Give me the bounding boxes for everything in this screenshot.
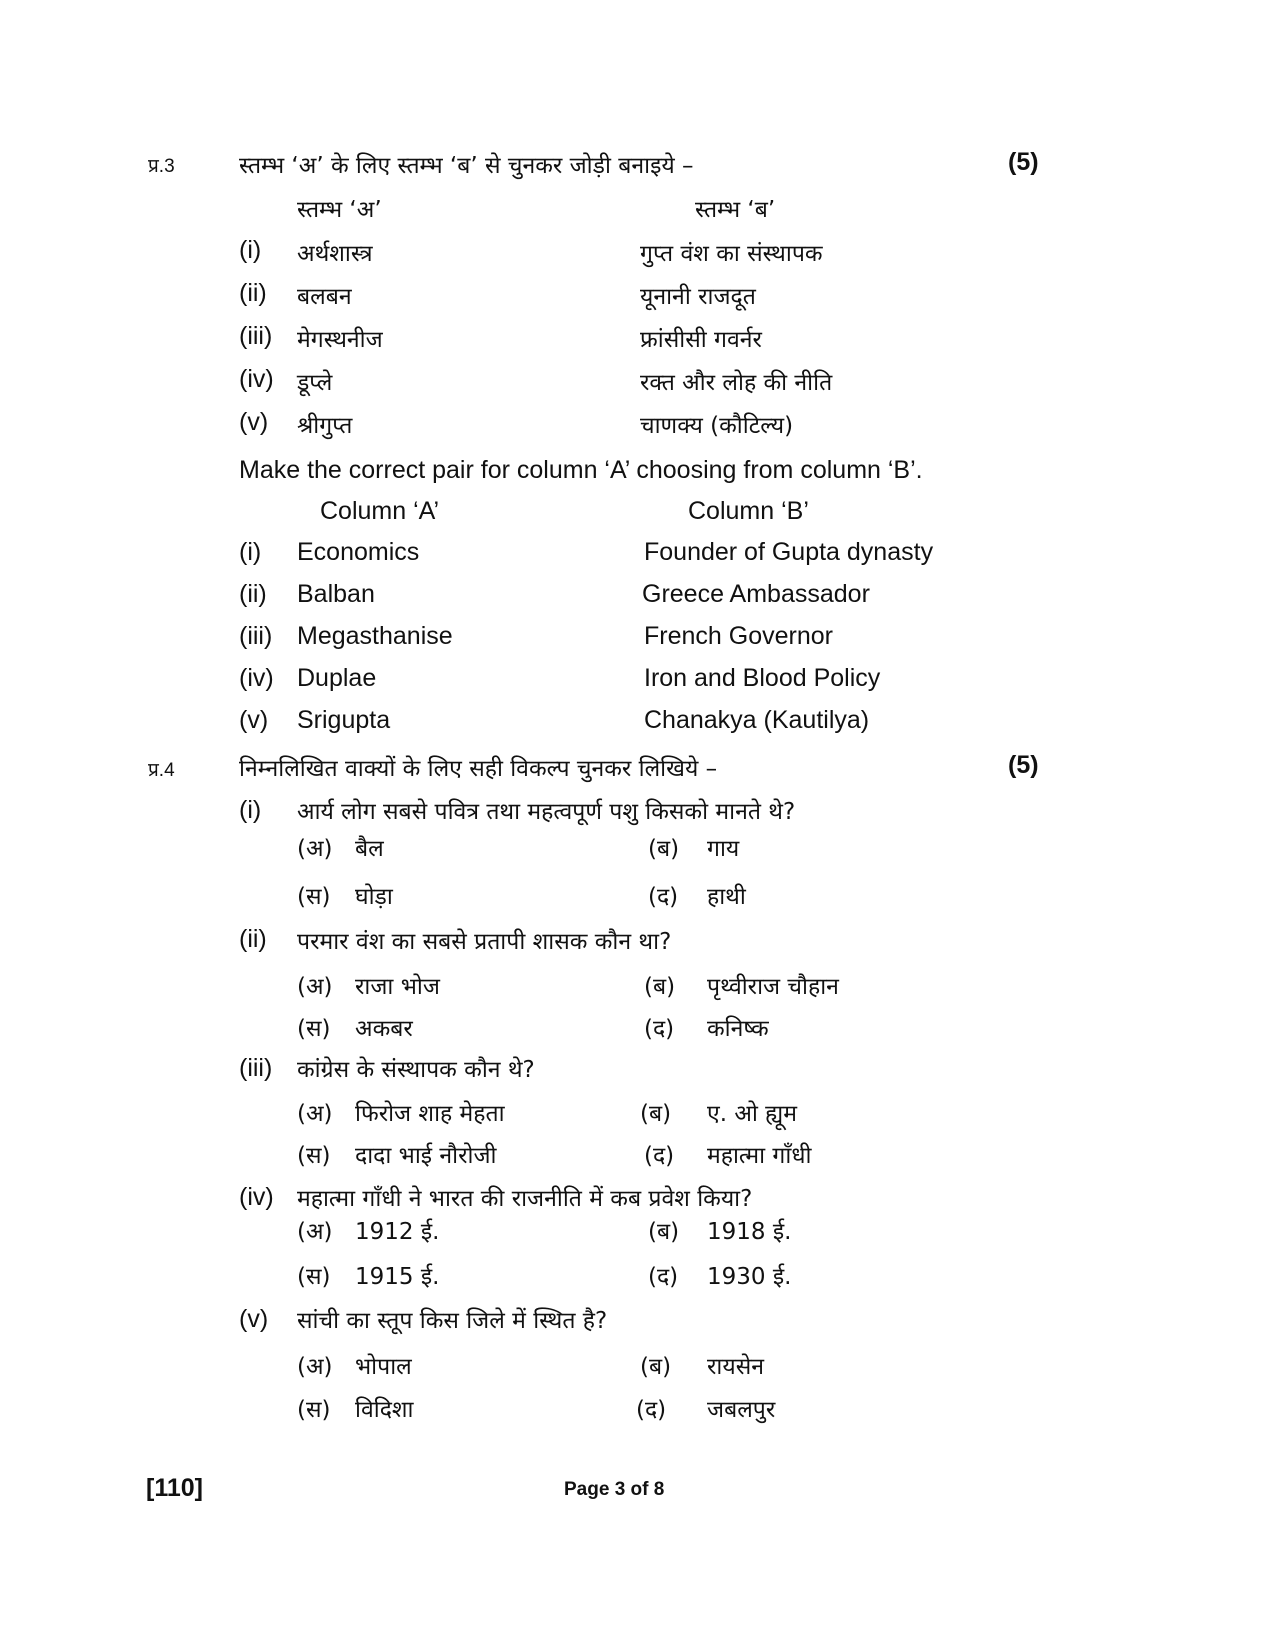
q3-column-b-heading-hindi: स्तम्भ ‘ब’	[695, 197, 776, 223]
pair-number: (ii)	[239, 279, 267, 307]
pair-number: (v)	[239, 706, 269, 734]
q3-instruction-hindi: स्तम्भ ‘अ’ के लिए स्तम्भ ‘ब’ से चुनकर जोड़ी बनाइये –	[239, 153, 694, 179]
q4-marks: (5)	[1008, 751, 1039, 779]
option-key: (ब)	[644, 974, 676, 1000]
option-value: कनिष्क	[707, 1016, 769, 1042]
pair-column-a: Balban	[297, 580, 375, 608]
q3-number: प्र.3	[148, 156, 175, 177]
option-value: घोड़ा	[355, 884, 393, 910]
option-key: (ब)	[640, 1354, 672, 1380]
option-value: दादा भाई नौरोजी	[355, 1143, 497, 1169]
pair-column-b: Founder of Gupta dynasty	[644, 538, 934, 566]
q4-instruction-hindi: निम्नलिखित वाक्यों के लिए सही विकल्प चुनकर लिखिये –	[239, 756, 718, 782]
option-key: (स)	[297, 884, 331, 910]
pair-column-b: Iron and Blood Policy	[644, 664, 881, 692]
pair-column-b: रक्त और लोह की नीति	[640, 370, 833, 396]
option-key: (स)	[297, 1143, 331, 1169]
option-key: (द)	[644, 1143, 675, 1169]
pair-column-b: Chanakya (Kautilya)	[644, 706, 870, 734]
option-value: जबलपुर	[707, 1397, 776, 1423]
pair-number: (i)	[239, 538, 262, 566]
option-value: बैल	[355, 836, 384, 862]
pair-column-b: यूनानी राजदूत	[640, 284, 756, 310]
option-value: हाथी	[707, 884, 746, 910]
pair-number: (ii)	[239, 580, 267, 608]
question-text: महात्मा गाँधी ने भारत की राजनीति में कब प्रवेश किया?	[297, 1186, 753, 1212]
option-key: (अ)	[297, 836, 333, 862]
question-text: आर्य लोग सबसे पवित्र तथा महत्वपूर्ण पशु किसको मानते थे?	[297, 799, 796, 825]
pair-number: (iii)	[239, 622, 273, 650]
option-key: (द)	[636, 1397, 667, 1423]
option-key: (ब)	[648, 1219, 680, 1245]
pair-column-a: डूप्ले	[297, 370, 333, 396]
pair-column-a: Srigupta	[297, 706, 391, 734]
option-value: 1930 ई.	[707, 1264, 792, 1290]
question-number: (iii)	[239, 1054, 273, 1082]
pair-column-b: Greece Ambassador	[642, 580, 870, 608]
question-text: परमार वंश का सबसे प्रतापी शासक कौन था?	[297, 929, 672, 955]
option-value: महात्मा गाँधी	[707, 1143, 812, 1169]
q4-number: प्र.4	[148, 760, 175, 781]
option-value: फिरोज शाह मेहता	[355, 1101, 505, 1127]
pair-column-a: Duplae	[297, 664, 377, 692]
option-value: विदिशा	[355, 1397, 414, 1423]
pair-number: (iv)	[239, 664, 274, 692]
option-key: (अ)	[297, 974, 333, 1000]
q3-column-b-heading-english: Column ‘B’	[688, 497, 809, 525]
option-value: पृथ्वीराज चौहान	[707, 974, 839, 1000]
option-value: 1915 ई.	[355, 1264, 440, 1290]
option-key: (द)	[644, 1016, 675, 1042]
option-value: अकबर	[355, 1016, 413, 1042]
option-key: (स)	[297, 1016, 331, 1042]
option-value: गाय	[707, 836, 740, 862]
pair-column-a: मेगस्थनीज	[297, 327, 383, 353]
pair-column-a: श्रीगुप्त	[297, 413, 353, 439]
question-text: सांची का स्तूप किस जिले में स्थित है?	[297, 1308, 608, 1334]
option-key: (द)	[648, 884, 679, 910]
pair-column-a: Economics	[297, 538, 420, 566]
q3-marks: (5)	[1008, 148, 1039, 176]
pair-column-a: बलबन	[297, 284, 352, 310]
question-number: (ii)	[239, 925, 267, 953]
q3-instruction-english: Make the correct pair for column ‘A’ choosing from column ‘B’.	[239, 456, 923, 484]
option-key: (ब)	[640, 1101, 672, 1127]
q3-column-a-heading-english: Column ‘A’	[320, 497, 440, 525]
pair-column-b: गुप्त वंश का संस्थापक	[640, 241, 823, 267]
paper-code: [110]	[146, 1474, 203, 1502]
pair-number: (iv)	[239, 365, 274, 393]
option-value: राजा भोज	[355, 974, 440, 1000]
option-key: (अ)	[297, 1354, 333, 1380]
question-number: (v)	[239, 1305, 269, 1333]
pair-column-a: अर्थशास्त्र	[297, 241, 373, 267]
pair-column-b: फ्रांसीसी गवर्नर	[640, 327, 762, 353]
option-value: रायसेन	[707, 1354, 765, 1380]
page-number: Page 3 of 8	[564, 1479, 665, 1500]
pair-number: (i)	[239, 236, 262, 264]
pair-column-b: French Governor	[644, 622, 833, 650]
option-key: (स)	[297, 1264, 331, 1290]
pair-column-a: Megasthanise	[297, 622, 453, 650]
option-key: (ब)	[648, 836, 680, 862]
question-number: (i)	[239, 796, 262, 824]
option-key: (स)	[297, 1397, 331, 1423]
pair-column-b: चाणक्य (कौटिल्य)	[640, 413, 794, 439]
option-key: (द)	[648, 1264, 679, 1290]
question-text: कांग्रेस के संस्थापक कौन थे?	[297, 1057, 535, 1083]
option-value: 1918 ई.	[707, 1219, 792, 1245]
option-key: (अ)	[297, 1101, 333, 1127]
pair-number: (v)	[239, 408, 269, 436]
pair-number: (iii)	[239, 322, 273, 350]
option-value: भोपाल	[355, 1354, 412, 1380]
option-value: ए. ओ ह्यूम	[707, 1101, 798, 1127]
question-number: (iv)	[239, 1183, 274, 1211]
option-value: 1912 ई.	[355, 1219, 440, 1245]
option-key: (अ)	[297, 1219, 333, 1245]
q3-column-a-heading-hindi: स्तम्भ ‘अ’	[297, 197, 382, 223]
